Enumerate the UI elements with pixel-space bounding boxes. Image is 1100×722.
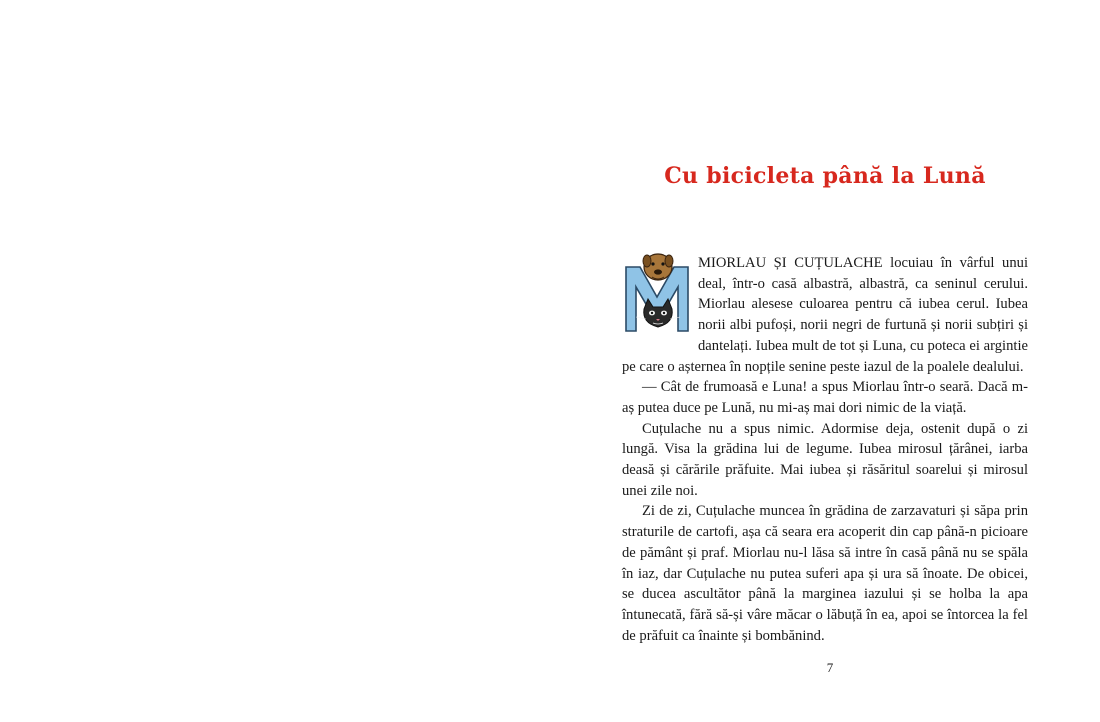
chapter-body <box>622 253 1028 646</box>
page-number: 7 <box>826 660 834 675</box>
paragraph-4: Zi de zi, Cuțulache muncea în grădina de zarzavaturi și săpa prin straturile de cartofi, așa că seara era acoperit din cap până-n picioare de pământ și praf. Miorlau nu-l lăsa să intre în casă până nu se spăla în iaz, dar Cuțulache nu putea suferi apa și ura să înoate. De obicei, se ducea ascultător până la marginea iazului și se holba la apa întunecată, fără să-și vâre măcar o lăbuță în ea, apoi se întorcea la fel de prăfuit ca înainte și bombănind. <box>622 503 1028 644</box>
dropcap-illustration <box>622 253 692 337</box>
dropcap-illustrated-m-icon <box>622 253 692 337</box>
right-page <box>550 0 1100 722</box>
chapter-title: Cu bicicleta până la Lună <box>664 163 986 189</box>
paragraph-3: Cuțulache nu a spus nimic. Adormise deja, ostenit după o zi lungă. Visa la grădina lui de legume. Iubea mirosul țărânei, iarba deasă și cărările prăfuite. Mai iubea și răsăritul soarelui și mirosul unei zile noi. <box>622 420 1028 499</box>
paragraph-2: — Cât de frumoasă e Luna! a spus Miorlau într-o seară. Dacă m-aș putea duce pe Lună, nu mi-aș mai dori nimic de la viață. <box>622 379 1028 416</box>
paragraph-1: MIORLAU ȘI CUȚULACHE locuiau în vârful unui deal, într-o casă albastră, albastră, ca seninul cerului. Miorlau alesese culoarea pentru că iubea cerul. Iubea norii albi pufoși, norii negri de furtună și norii subțiri și dantelați. Iubea mult de tot și Luna, cu poteca ei argintie pe care o așternea în nopțile senine peste iazul de la poalele dealului. <box>622 255 1028 375</box>
